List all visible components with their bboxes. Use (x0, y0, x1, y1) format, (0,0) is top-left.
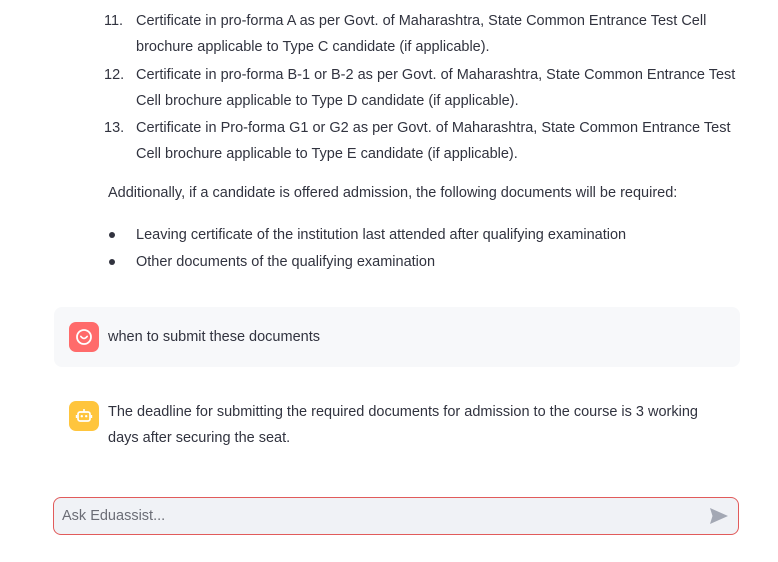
send-arrow-icon (708, 506, 730, 526)
user-message-text: when to submit these documents (108, 329, 320, 345)
chat-input[interactable] (62, 498, 702, 534)
list-item-text-line: brochure applicable to Type C candidate (if applicable). (136, 39, 490, 55)
list-item-text-line: Certificate in Pro-forma G1 or G2 as per Govt. of Maharashtra, State Common Entrance Test (136, 120, 731, 136)
user-message (54, 307, 740, 367)
robot-icon (75, 407, 93, 425)
assistant-message-line: The deadline for submitting the required documents for admission to the course is 3 working (108, 404, 698, 420)
assistant-avatar (69, 401, 99, 431)
list-item-text-line: Certificate in pro-forma B-1 or B-2 as per Govt. of Maharashtra, State Common Entrance Test (136, 67, 736, 83)
assistant-message (54, 398, 740, 458)
list-item-text-line: Certificate in pro-forma A as per Govt. of Maharashtra, State Common Entrance Test Cell (136, 13, 707, 29)
list-item-text-line: Cell brochure applicable to Type D candidate (if applicable). (136, 93, 519, 109)
list-item-text-line: Cell brochure applicable to Type E candidate (if applicable). (136, 146, 518, 162)
assistant-message-text (108, 399, 728, 451)
bullet-text: Other documents of the qualifying examination (136, 254, 436, 270)
additional-documents-paragraph: Additionally, if a candidate is offered admission, the following documents will be required: (108, 185, 678, 201)
list-item-number: 11. (104, 13, 124, 29)
bullet-icon (109, 232, 115, 238)
bullet-text: Leaving certificate of the institution last attended after qualifying examination (136, 227, 627, 243)
smiley-face-icon (75, 328, 93, 346)
list-item-number: 13. (104, 120, 125, 136)
assistant-message-line: days after securing the seat. (108, 430, 291, 446)
list-item-number: 12. (104, 67, 125, 83)
send-button[interactable] (708, 506, 730, 526)
user-avatar (69, 322, 99, 352)
chat-input-container (53, 497, 739, 535)
bullet-icon (109, 259, 115, 265)
